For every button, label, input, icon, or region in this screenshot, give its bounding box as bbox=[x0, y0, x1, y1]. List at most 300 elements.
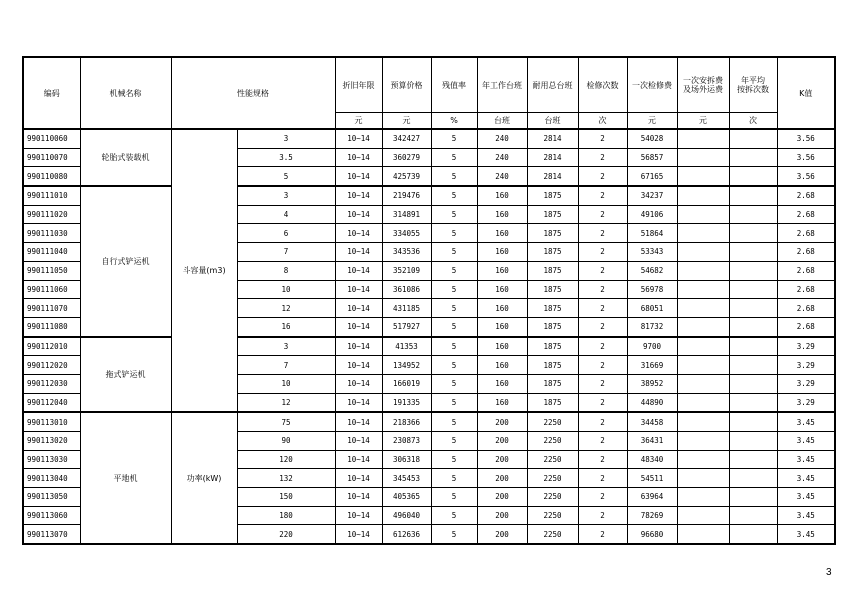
cell-total: 1875 bbox=[527, 224, 578, 243]
cell-spec-value: 10 bbox=[237, 374, 335, 393]
cell-repair-cost: 96680 bbox=[627, 525, 677, 544]
cell-install bbox=[677, 261, 729, 280]
cell-install bbox=[677, 412, 729, 431]
cell-repairs: 2 bbox=[578, 186, 627, 205]
cell-repairs: 2 bbox=[578, 205, 627, 224]
header-dismantle-count bbox=[729, 57, 777, 113]
cell-price: 191335 bbox=[382, 393, 431, 412]
cell-years: 10~14 bbox=[335, 148, 382, 167]
cell-repairs: 2 bbox=[578, 525, 627, 544]
cell-repair-cost: 38952 bbox=[627, 374, 677, 393]
cell-residual: 5 bbox=[431, 186, 477, 205]
cell-dismantle bbox=[729, 261, 777, 280]
cell-total: 2250 bbox=[527, 525, 578, 544]
cell-install bbox=[677, 205, 729, 224]
cell-repair-cost: 54682 bbox=[627, 261, 677, 280]
cell-dismantle bbox=[729, 243, 777, 262]
cell-dismantle bbox=[729, 506, 777, 525]
header-repair-count: 检修次数 bbox=[578, 57, 627, 113]
cell-code: 990112030 bbox=[23, 374, 80, 393]
cell-annual: 160 bbox=[477, 243, 527, 262]
cell-total: 1875 bbox=[527, 261, 578, 280]
cell-price: 431185 bbox=[382, 299, 431, 318]
machinery-cost-table bbox=[22, 56, 836, 545]
cell-years: 10~14 bbox=[335, 356, 382, 375]
table-row bbox=[23, 412, 835, 431]
unit-repair-cost: 元 bbox=[627, 113, 677, 130]
table-body bbox=[23, 129, 835, 544]
cell-years: 10~14 bbox=[335, 261, 382, 280]
cell-spec-value: 7 bbox=[237, 356, 335, 375]
cell-install bbox=[677, 167, 729, 186]
cell-annual: 160 bbox=[477, 374, 527, 393]
cell-dismantle bbox=[729, 205, 777, 224]
cell-repair-cost: 67165 bbox=[627, 167, 677, 186]
cell-years: 10~14 bbox=[335, 317, 382, 336]
cell-code: 990113010 bbox=[23, 412, 80, 431]
header-machine-name: 机械名称 bbox=[80, 57, 171, 129]
cell-k: 2.68 bbox=[777, 243, 835, 262]
cell-price: 517927 bbox=[382, 317, 431, 336]
cell-total: 2814 bbox=[527, 148, 578, 167]
cell-k: 3.45 bbox=[777, 450, 835, 469]
cell-dismantle bbox=[729, 450, 777, 469]
cell-years: 10~14 bbox=[335, 412, 382, 431]
cell-price: 306318 bbox=[382, 450, 431, 469]
cell-dismantle bbox=[729, 469, 777, 488]
cell-install bbox=[677, 337, 729, 356]
cell-years: 10~14 bbox=[335, 337, 382, 356]
cell-k: 3.56 bbox=[777, 167, 835, 186]
header-install-line2: 及场外运费 bbox=[683, 85, 723, 94]
cell-k: 3.45 bbox=[777, 525, 835, 544]
cell-code: 990112010 bbox=[23, 337, 80, 356]
cell-k: 3.29 bbox=[777, 356, 835, 375]
cell-spec-value: 220 bbox=[237, 525, 335, 544]
cell-total: 1875 bbox=[527, 356, 578, 375]
cell-repair-cost: 48340 bbox=[627, 450, 677, 469]
cell-price: 218366 bbox=[382, 412, 431, 431]
cell-repairs: 2 bbox=[578, 148, 627, 167]
cell-install bbox=[677, 488, 729, 507]
cell-residual: 5 bbox=[431, 374, 477, 393]
header-install-cost bbox=[677, 57, 729, 113]
cell-residual: 5 bbox=[431, 337, 477, 356]
cell-residual: 5 bbox=[431, 129, 477, 148]
cell-price: 334055 bbox=[382, 224, 431, 243]
cell-spec-value: 132 bbox=[237, 469, 335, 488]
cell-residual: 5 bbox=[431, 299, 477, 318]
cell-price: 230873 bbox=[382, 432, 431, 451]
cell-annual: 160 bbox=[477, 317, 527, 336]
cell-install bbox=[677, 129, 729, 148]
cell-residual: 5 bbox=[431, 243, 477, 262]
cell-spec-param: 斗容量(m3) bbox=[171, 129, 237, 412]
cell-total: 1875 bbox=[527, 317, 578, 336]
cell-annual: 160 bbox=[477, 205, 527, 224]
cell-spec-value: 10 bbox=[237, 280, 335, 299]
cell-repair-cost: 53343 bbox=[627, 243, 677, 262]
header-dismantle-line2: 按拆次数 bbox=[737, 85, 769, 94]
cell-total: 1875 bbox=[527, 186, 578, 205]
cell-residual: 5 bbox=[431, 261, 477, 280]
unit-repairs: 次 bbox=[578, 113, 627, 130]
cell-residual: 5 bbox=[431, 356, 477, 375]
cell-install bbox=[677, 243, 729, 262]
cell-total: 2250 bbox=[527, 432, 578, 451]
cell-repair-cost: 56978 bbox=[627, 280, 677, 299]
cell-spec-value: 8 bbox=[237, 261, 335, 280]
cell-residual: 5 bbox=[431, 506, 477, 525]
cell-k: 3.29 bbox=[777, 337, 835, 356]
cell-k: 2.68 bbox=[777, 280, 835, 299]
cell-repairs: 2 bbox=[578, 129, 627, 148]
cell-dismantle bbox=[729, 488, 777, 507]
cell-dismantle bbox=[729, 337, 777, 356]
cell-repairs: 2 bbox=[578, 356, 627, 375]
cell-years: 10~14 bbox=[335, 488, 382, 507]
cell-annual: 200 bbox=[477, 469, 527, 488]
cell-install bbox=[677, 148, 729, 167]
cell-annual: 200 bbox=[477, 525, 527, 544]
cell-dismantle bbox=[729, 374, 777, 393]
cell-repairs: 2 bbox=[578, 299, 627, 318]
cell-repairs: 2 bbox=[578, 261, 627, 280]
cell-spec-value: 6 bbox=[237, 224, 335, 243]
cell-spec-value: 12 bbox=[237, 393, 335, 412]
cell-residual: 5 bbox=[431, 280, 477, 299]
unit-price: 元 bbox=[382, 113, 431, 130]
cell-residual: 5 bbox=[431, 450, 477, 469]
cell-price: 41353 bbox=[382, 337, 431, 356]
cell-price: 219476 bbox=[382, 186, 431, 205]
cell-residual: 5 bbox=[431, 167, 477, 186]
cell-install bbox=[677, 432, 729, 451]
cell-repairs: 2 bbox=[578, 374, 627, 393]
cell-machine-name: 平地机 bbox=[80, 412, 171, 544]
table-row bbox=[23, 337, 835, 356]
cell-dismantle bbox=[729, 167, 777, 186]
cell-spec-value: 75 bbox=[237, 412, 335, 431]
cell-k: 3.45 bbox=[777, 506, 835, 525]
cell-dismantle bbox=[729, 224, 777, 243]
cell-spec-value: 16 bbox=[237, 317, 335, 336]
cell-total: 2250 bbox=[527, 450, 578, 469]
cell-dismantle bbox=[729, 299, 777, 318]
cell-annual: 240 bbox=[477, 148, 527, 167]
cell-spec-value: 120 bbox=[237, 450, 335, 469]
cell-k: 3.56 bbox=[777, 129, 835, 148]
unit-years: 元 bbox=[335, 113, 382, 130]
cell-repairs: 2 bbox=[578, 243, 627, 262]
cell-price: 342427 bbox=[382, 129, 431, 148]
cell-repairs: 2 bbox=[578, 432, 627, 451]
cell-spec-value: 3 bbox=[237, 129, 335, 148]
cell-spec-value: 90 bbox=[237, 432, 335, 451]
cell-repair-cost: 78269 bbox=[627, 506, 677, 525]
cell-years: 10~14 bbox=[335, 469, 382, 488]
cell-total: 2250 bbox=[527, 488, 578, 507]
cell-repair-cost: 68051 bbox=[627, 299, 677, 318]
cell-dismantle bbox=[729, 129, 777, 148]
cell-residual: 5 bbox=[431, 488, 477, 507]
cell-code: 990113020 bbox=[23, 432, 80, 451]
cell-k: 3.29 bbox=[777, 374, 835, 393]
cell-price: 134952 bbox=[382, 356, 431, 375]
cell-annual: 240 bbox=[477, 167, 527, 186]
cell-install bbox=[677, 374, 729, 393]
cell-install bbox=[677, 469, 729, 488]
cell-dismantle bbox=[729, 412, 777, 431]
cell-repairs: 2 bbox=[578, 450, 627, 469]
cell-k: 2.68 bbox=[777, 261, 835, 280]
cell-code: 990111070 bbox=[23, 299, 80, 318]
cell-code: 990113040 bbox=[23, 469, 80, 488]
cell-machine-name: 拖式铲运机 bbox=[80, 337, 171, 413]
cell-total: 1875 bbox=[527, 280, 578, 299]
cell-years: 10~14 bbox=[335, 129, 382, 148]
cell-total: 1875 bbox=[527, 243, 578, 262]
cell-k: 2.68 bbox=[777, 299, 835, 318]
cell-annual: 160 bbox=[477, 393, 527, 412]
cell-install bbox=[677, 186, 729, 205]
cell-price: 425739 bbox=[382, 167, 431, 186]
cell-k: 2.68 bbox=[777, 224, 835, 243]
cell-dismantle bbox=[729, 317, 777, 336]
cell-price: 352109 bbox=[382, 261, 431, 280]
cell-years: 10~14 bbox=[335, 432, 382, 451]
cell-years: 10~14 bbox=[335, 280, 382, 299]
cell-repair-cost: 81732 bbox=[627, 317, 677, 336]
cell-machine-name: 轮胎式装载机 bbox=[80, 129, 171, 186]
cell-k: 3.56 bbox=[777, 148, 835, 167]
cell-price: 361086 bbox=[382, 280, 431, 299]
header-k-value: K值 bbox=[777, 57, 835, 129]
cell-price: 612636 bbox=[382, 525, 431, 544]
cell-total: 1875 bbox=[527, 393, 578, 412]
cell-dismantle bbox=[729, 186, 777, 205]
cell-total: 1875 bbox=[527, 337, 578, 356]
cell-repairs: 2 bbox=[578, 280, 627, 299]
cell-years: 10~14 bbox=[335, 186, 382, 205]
cell-years: 10~14 bbox=[335, 525, 382, 544]
cell-price: 343536 bbox=[382, 243, 431, 262]
cell-code: 990113050 bbox=[23, 488, 80, 507]
cell-repair-cost: 31669 bbox=[627, 356, 677, 375]
cell-install bbox=[677, 450, 729, 469]
cell-spec-value: 4 bbox=[237, 205, 335, 224]
cell-code: 990112020 bbox=[23, 356, 80, 375]
cell-install bbox=[677, 317, 729, 336]
unit-install: 元 bbox=[677, 113, 729, 130]
cell-total: 2250 bbox=[527, 469, 578, 488]
header-depreciation-years: 折旧年限 bbox=[335, 57, 382, 113]
cell-residual: 5 bbox=[431, 393, 477, 412]
cell-total: 1875 bbox=[527, 299, 578, 318]
cell-install bbox=[677, 280, 729, 299]
cell-machine-name: 自行式铲运机 bbox=[80, 186, 171, 337]
header-residual-rate: 残值率 bbox=[431, 57, 477, 113]
cell-residual: 5 bbox=[431, 525, 477, 544]
cell-annual: 200 bbox=[477, 506, 527, 525]
cell-repair-cost: 36431 bbox=[627, 432, 677, 451]
cell-install bbox=[677, 506, 729, 525]
cell-residual: 5 bbox=[431, 205, 477, 224]
cell-annual: 240 bbox=[477, 129, 527, 148]
cell-code: 990111060 bbox=[23, 280, 80, 299]
cell-total: 2814 bbox=[527, 129, 578, 148]
cell-total: 2250 bbox=[527, 412, 578, 431]
cell-dismantle bbox=[729, 280, 777, 299]
cell-repairs: 2 bbox=[578, 393, 627, 412]
cell-repair-cost: 51864 bbox=[627, 224, 677, 243]
cell-price: 496040 bbox=[382, 506, 431, 525]
cell-install bbox=[677, 224, 729, 243]
cell-dismantle bbox=[729, 356, 777, 375]
cell-spec-value: 5 bbox=[237, 167, 335, 186]
cell-residual: 5 bbox=[431, 469, 477, 488]
unit-total: 台班 bbox=[527, 113, 578, 130]
cell-residual: 5 bbox=[431, 412, 477, 431]
cell-annual: 200 bbox=[477, 412, 527, 431]
header-budget-price: 预算价格 bbox=[382, 57, 431, 113]
cell-spec-value: 3.5 bbox=[237, 148, 335, 167]
header-spec: 性能规格 bbox=[171, 57, 335, 129]
cell-code: 990111040 bbox=[23, 243, 80, 262]
cell-k: 3.45 bbox=[777, 488, 835, 507]
cell-repair-cost: 44890 bbox=[627, 393, 677, 412]
cell-dismantle bbox=[729, 393, 777, 412]
cell-install bbox=[677, 525, 729, 544]
cell-repairs: 2 bbox=[578, 317, 627, 336]
cell-annual: 160 bbox=[477, 337, 527, 356]
header-install-line1: 一次安拆费 bbox=[683, 76, 723, 85]
cell-repairs: 2 bbox=[578, 412, 627, 431]
cell-annual: 160 bbox=[477, 280, 527, 299]
cell-code: 990112040 bbox=[23, 393, 80, 412]
cell-annual: 160 bbox=[477, 356, 527, 375]
cell-total: 1875 bbox=[527, 205, 578, 224]
cell-k: 2.68 bbox=[777, 186, 835, 205]
cell-total: 1875 bbox=[527, 374, 578, 393]
cell-code: 990111020 bbox=[23, 205, 80, 224]
cell-k: 3.45 bbox=[777, 469, 835, 488]
cell-install bbox=[677, 356, 729, 375]
cell-repairs: 2 bbox=[578, 337, 627, 356]
cell-price: 166019 bbox=[382, 374, 431, 393]
cell-years: 10~14 bbox=[335, 224, 382, 243]
cell-years: 10~14 bbox=[335, 506, 382, 525]
cell-repair-cost: 54028 bbox=[627, 129, 677, 148]
cell-repairs: 2 bbox=[578, 488, 627, 507]
cell-price: 345453 bbox=[382, 469, 431, 488]
cell-k: 3.29 bbox=[777, 393, 835, 412]
cell-price: 314891 bbox=[382, 205, 431, 224]
cell-repairs: 2 bbox=[578, 224, 627, 243]
cell-residual: 5 bbox=[431, 432, 477, 451]
cell-dismantle bbox=[729, 525, 777, 544]
cell-spec-value: 3 bbox=[237, 186, 335, 205]
cell-total: 2250 bbox=[527, 506, 578, 525]
cell-repair-cost: 54511 bbox=[627, 469, 677, 488]
unit-dismantle: 次 bbox=[729, 113, 777, 130]
cell-repair-cost: 9700 bbox=[627, 337, 677, 356]
cell-code: 990111030 bbox=[23, 224, 80, 243]
cell-annual: 160 bbox=[477, 299, 527, 318]
cell-price: 360279 bbox=[382, 148, 431, 167]
cell-spec-value: 150 bbox=[237, 488, 335, 507]
table-row bbox=[23, 186, 835, 205]
cell-code: 990113070 bbox=[23, 525, 80, 544]
cell-k: 2.68 bbox=[777, 205, 835, 224]
cell-price: 405365 bbox=[382, 488, 431, 507]
cell-k: 3.45 bbox=[777, 412, 835, 431]
cell-spec-value: 7 bbox=[237, 243, 335, 262]
cell-total: 2814 bbox=[527, 167, 578, 186]
header-repair-cost: 一次检修费 bbox=[627, 57, 677, 113]
cell-years: 10~14 bbox=[335, 243, 382, 262]
header-dismantle-line1: 年平均 bbox=[741, 76, 765, 85]
cell-years: 10~14 bbox=[335, 374, 382, 393]
cell-code: 990111050 bbox=[23, 261, 80, 280]
cell-years: 10~14 bbox=[335, 450, 382, 469]
cell-code: 990110060 bbox=[23, 129, 80, 148]
page-number: 3 bbox=[826, 567, 832, 578]
cell-annual: 200 bbox=[477, 450, 527, 469]
cell-years: 10~14 bbox=[335, 205, 382, 224]
unit-annual: 台班 bbox=[477, 113, 527, 130]
cell-spec-param: 功率(kW) bbox=[171, 412, 237, 544]
table-row bbox=[23, 129, 835, 148]
cell-years: 10~14 bbox=[335, 299, 382, 318]
cell-code: 990111080 bbox=[23, 317, 80, 336]
cell-residual: 5 bbox=[431, 224, 477, 243]
cell-repair-cost: 34237 bbox=[627, 186, 677, 205]
cell-repair-cost: 63964 bbox=[627, 488, 677, 507]
cell-spec-value: 12 bbox=[237, 299, 335, 318]
cell-code: 990110070 bbox=[23, 148, 80, 167]
header-code: 编码 bbox=[23, 57, 80, 129]
cell-repair-cost: 34458 bbox=[627, 412, 677, 431]
cell-dismantle bbox=[729, 148, 777, 167]
cell-spec-value: 180 bbox=[237, 506, 335, 525]
cell-code: 990111010 bbox=[23, 186, 80, 205]
cell-install bbox=[677, 299, 729, 318]
header-total-shifts: 耐用总台班 bbox=[527, 57, 578, 113]
cell-dismantle bbox=[729, 432, 777, 451]
cell-years: 10~14 bbox=[335, 393, 382, 412]
cell-years: 10~14 bbox=[335, 167, 382, 186]
cell-annual: 200 bbox=[477, 488, 527, 507]
cell-residual: 5 bbox=[431, 148, 477, 167]
cell-k: 3.45 bbox=[777, 432, 835, 451]
cell-repairs: 2 bbox=[578, 506, 627, 525]
header-annual-shifts: 年工作台班 bbox=[477, 57, 527, 113]
cell-code: 990113030 bbox=[23, 450, 80, 469]
cell-repairs: 2 bbox=[578, 469, 627, 488]
unit-residual: % bbox=[431, 113, 477, 130]
cell-annual: 160 bbox=[477, 261, 527, 280]
cell-code: 990113060 bbox=[23, 506, 80, 525]
cell-install bbox=[677, 393, 729, 412]
cell-k: 2.68 bbox=[777, 317, 835, 336]
cell-residual: 5 bbox=[431, 317, 477, 336]
cell-annual: 160 bbox=[477, 186, 527, 205]
cell-repair-cost: 56857 bbox=[627, 148, 677, 167]
cell-repair-cost: 49106 bbox=[627, 205, 677, 224]
cell-code: 990110080 bbox=[23, 167, 80, 186]
cell-repairs: 2 bbox=[578, 167, 627, 186]
